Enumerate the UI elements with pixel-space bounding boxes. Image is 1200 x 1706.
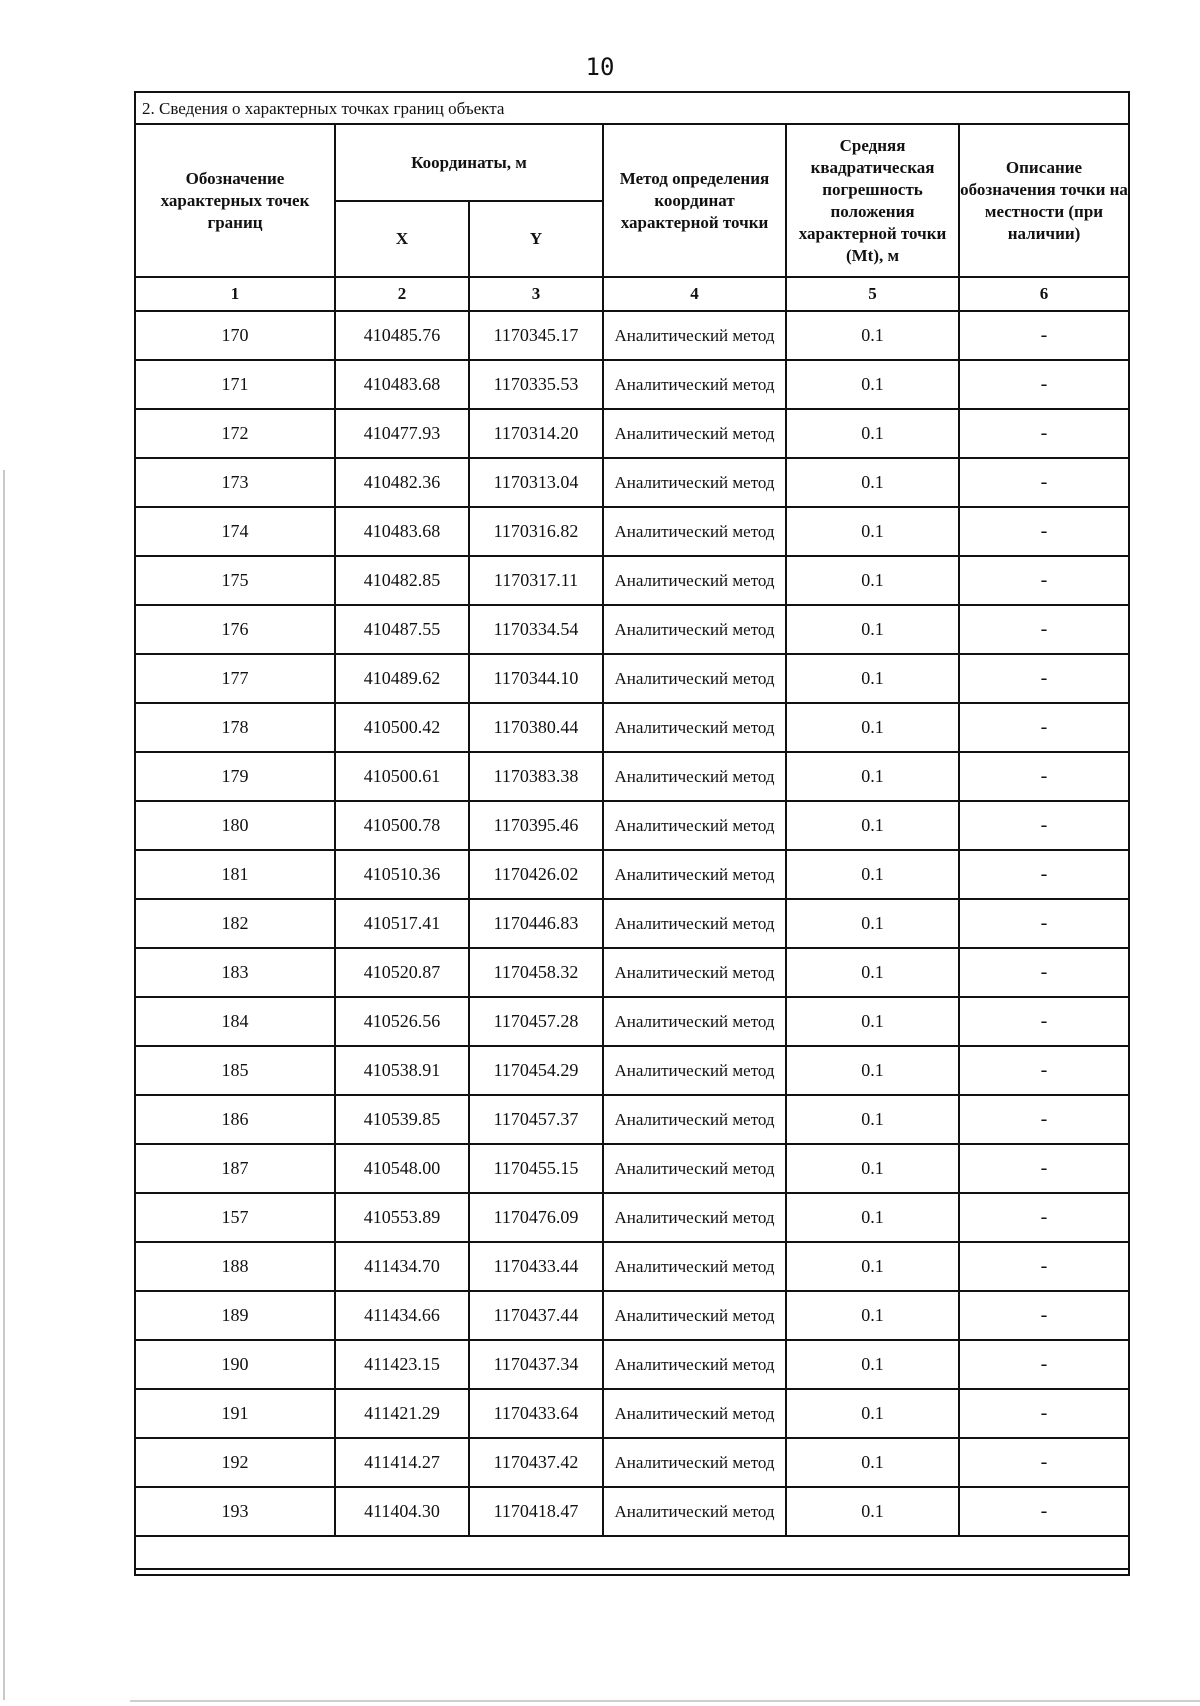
table-row [136, 654, 1128, 703]
error-cell: 0.1 [786, 1438, 959, 1487]
description-cell: - [959, 1193, 1128, 1242]
table-row [136, 1144, 1128, 1193]
x-coordinate-cell: 411404.30 [335, 1487, 469, 1536]
empty-cell [136, 1536, 1128, 1569]
method-cell: Аналитический метод [603, 997, 786, 1046]
method-cell: Аналитический метод [603, 360, 786, 409]
table-row [136, 850, 1128, 899]
y-coordinate-cell: 1170437.44 [469, 1291, 603, 1340]
x-coordinate-cell: 410482.85 [335, 556, 469, 605]
x-coordinate-cell: 410526.56 [335, 997, 469, 1046]
y-coordinate-cell: 1170418.47 [469, 1487, 603, 1536]
description-cell: - [959, 409, 1128, 458]
y-coordinate-cell: 1170437.42 [469, 1438, 603, 1487]
x-coordinate-cell: 410500.61 [335, 752, 469, 801]
header-x: X [335, 201, 469, 277]
y-coordinate-cell: 1170383.38 [469, 752, 603, 801]
column-number: 6 [959, 277, 1128, 311]
description-cell: - [959, 654, 1128, 703]
error-cell: 0.1 [786, 1046, 959, 1095]
error-cell: 0.1 [786, 899, 959, 948]
y-coordinate-cell: 1170458.32 [469, 948, 603, 997]
header-designation: Обозначение характерных точек границ [136, 125, 335, 277]
description-cell: - [959, 850, 1128, 899]
table-row [136, 1438, 1128, 1487]
table-row [136, 899, 1128, 948]
point-id-cell: 184 [136, 997, 335, 1046]
method-cell: Аналитический метод [603, 507, 786, 556]
table-row [136, 1487, 1128, 1536]
error-cell: 0.1 [786, 1340, 959, 1389]
method-cell: Аналитический метод [603, 1487, 786, 1536]
table-row [136, 311, 1128, 360]
point-id-cell: 189 [136, 1291, 335, 1340]
description-cell: - [959, 458, 1128, 507]
description-cell: - [959, 507, 1128, 556]
method-cell: Аналитический метод [603, 1242, 786, 1291]
table-row [136, 1242, 1128, 1291]
y-coordinate-cell: 1170476.09 [469, 1193, 603, 1242]
point-id-cell: 190 [136, 1340, 335, 1389]
method-cell: Аналитический метод [603, 1340, 786, 1389]
y-coordinate-cell: 1170455.15 [469, 1144, 603, 1193]
table-row [136, 1193, 1128, 1242]
point-id-cell: 182 [136, 899, 335, 948]
point-id-cell: 180 [136, 801, 335, 850]
y-coordinate-cell: 1170426.02 [469, 850, 603, 899]
method-cell: Аналитический метод [603, 899, 786, 948]
point-id-cell: 176 [136, 605, 335, 654]
description-cell: - [959, 556, 1128, 605]
x-coordinate-cell: 411414.27 [335, 1438, 469, 1487]
method-cell: Аналитический метод [603, 311, 786, 360]
table-row [136, 1095, 1128, 1144]
y-coordinate-cell: 1170314.20 [469, 409, 603, 458]
description-cell: - [959, 899, 1128, 948]
method-cell: Аналитический метод [603, 1291, 786, 1340]
table-row [136, 703, 1128, 752]
point-id-cell: 193 [136, 1487, 335, 1536]
x-coordinate-cell: 410483.68 [335, 507, 469, 556]
error-cell: 0.1 [786, 1291, 959, 1340]
error-cell: 0.1 [786, 850, 959, 899]
method-cell: Аналитический метод [603, 703, 786, 752]
description-cell: - [959, 1487, 1128, 1536]
table-row [136, 1046, 1128, 1095]
error-cell: 0.1 [786, 997, 959, 1046]
section-title: 2. Сведения о характерных точках границ объекта [136, 93, 1128, 125]
method-cell: Аналитический метод [603, 850, 786, 899]
method-cell: Аналитический метод [603, 1389, 786, 1438]
description-cell: - [959, 1242, 1128, 1291]
table-row [136, 752, 1128, 801]
point-id-cell: 179 [136, 752, 335, 801]
header-y: Y [469, 201, 603, 277]
point-id-cell: 185 [136, 1046, 335, 1095]
table-row [136, 605, 1128, 654]
table-row [136, 1389, 1128, 1438]
error-cell: 0.1 [786, 458, 959, 507]
x-coordinate-cell: 411434.66 [335, 1291, 469, 1340]
column-number: 2 [335, 277, 469, 311]
y-coordinate-cell: 1170313.04 [469, 458, 603, 507]
y-coordinate-cell: 1170454.29 [469, 1046, 603, 1095]
table-row [136, 801, 1128, 850]
x-coordinate-cell: 410483.68 [335, 360, 469, 409]
point-id-cell: 191 [136, 1389, 335, 1438]
table-row [136, 997, 1128, 1046]
method-cell: Аналитический метод [603, 801, 786, 850]
point-id-cell: 188 [136, 1242, 335, 1291]
method-cell: Аналитический метод [603, 556, 786, 605]
y-coordinate-cell: 1170437.34 [469, 1340, 603, 1389]
description-cell: - [959, 1438, 1128, 1487]
point-id-cell: 183 [136, 948, 335, 997]
x-coordinate-cell: 410538.91 [335, 1046, 469, 1095]
y-coordinate-cell: 1170457.37 [469, 1095, 603, 1144]
scan-left-edge [3, 470, 5, 1700]
point-id-cell: 178 [136, 703, 335, 752]
method-cell: Аналитический метод [603, 1046, 786, 1095]
description-cell: - [959, 1095, 1128, 1144]
error-cell: 0.1 [786, 752, 959, 801]
column-number: 5 [786, 277, 959, 311]
description-cell: - [959, 605, 1128, 654]
scan-bottom-edge [130, 1700, 1200, 1702]
y-coordinate-cell: 1170345.17 [469, 311, 603, 360]
point-id-cell: 175 [136, 556, 335, 605]
method-cell: Аналитический метод [603, 1144, 786, 1193]
y-coordinate-cell: 1170380.44 [469, 703, 603, 752]
method-cell: Аналитический метод [603, 1438, 786, 1487]
x-coordinate-cell: 410489.62 [335, 654, 469, 703]
point-id-cell: 170 [136, 311, 335, 360]
point-id-cell: 172 [136, 409, 335, 458]
column-number: 3 [469, 277, 603, 311]
column-number: 4 [603, 277, 786, 311]
description-cell: - [959, 752, 1128, 801]
x-coordinate-cell: 410520.87 [335, 948, 469, 997]
x-coordinate-cell: 410477.93 [335, 409, 469, 458]
table-body [136, 311, 1128, 1536]
y-coordinate-cell: 1170395.46 [469, 801, 603, 850]
description-cell: - [959, 1389, 1128, 1438]
description-cell: - [959, 311, 1128, 360]
x-coordinate-cell: 410539.85 [335, 1095, 469, 1144]
method-cell: Аналитический метод [603, 605, 786, 654]
x-coordinate-cell: 410500.42 [335, 703, 469, 752]
x-coordinate-cell: 410485.76 [335, 311, 469, 360]
x-coordinate-cell: 410482.36 [335, 458, 469, 507]
points-section [134, 91, 1130, 1576]
error-cell: 0.1 [786, 703, 959, 752]
method-cell: Аналитический метод [603, 458, 786, 507]
x-coordinate-cell: 410548.00 [335, 1144, 469, 1193]
table-row [136, 556, 1128, 605]
error-cell: 0.1 [786, 556, 959, 605]
method-cell: Аналитический метод [603, 948, 786, 997]
x-coordinate-cell: 410553.89 [335, 1193, 469, 1242]
error-cell: 0.1 [786, 311, 959, 360]
table-row [136, 458, 1128, 507]
header-description: Описание обозначения точки на местности (при наличии) [959, 125, 1128, 277]
description-cell: - [959, 1291, 1128, 1340]
header-coordinates: Координаты, м [335, 125, 603, 201]
header-error: Средняя квадратическая погрешность положения характерной точки (Mt), м [786, 125, 959, 277]
point-id-cell: 174 [136, 507, 335, 556]
description-cell: - [959, 1144, 1128, 1193]
error-cell: 0.1 [786, 1144, 959, 1193]
x-coordinate-cell: 410487.55 [335, 605, 469, 654]
point-id-cell: 186 [136, 1095, 335, 1144]
method-cell: Аналитический метод [603, 1095, 786, 1144]
y-coordinate-cell: 1170457.28 [469, 997, 603, 1046]
error-cell: 0.1 [786, 507, 959, 556]
table-row [136, 507, 1128, 556]
point-id-cell: 192 [136, 1438, 335, 1487]
error-cell: 0.1 [786, 1389, 959, 1438]
x-coordinate-cell: 410500.78 [335, 801, 469, 850]
boundary-points-table [136, 125, 1128, 1570]
x-coordinate-cell: 411421.29 [335, 1389, 469, 1438]
method-cell: Аналитический метод [603, 752, 786, 801]
page-number: 10 [585, 53, 615, 81]
error-cell: 0.1 [786, 654, 959, 703]
description-cell: - [959, 1046, 1128, 1095]
x-coordinate-cell: 411423.15 [335, 1340, 469, 1389]
y-coordinate-cell: 1170433.64 [469, 1389, 603, 1438]
error-cell: 0.1 [786, 605, 959, 654]
table-row [136, 1291, 1128, 1340]
error-cell: 0.1 [786, 948, 959, 997]
description-cell: - [959, 948, 1128, 997]
y-coordinate-cell: 1170344.10 [469, 654, 603, 703]
error-cell: 0.1 [786, 1193, 959, 1242]
method-cell: Аналитический метод [603, 1193, 786, 1242]
point-id-cell: 171 [136, 360, 335, 409]
point-id-cell: 173 [136, 458, 335, 507]
method-cell: Аналитический метод [603, 409, 786, 458]
error-cell: 0.1 [786, 1095, 959, 1144]
description-cell: - [959, 360, 1128, 409]
empty-footer-row [136, 1536, 1128, 1569]
y-coordinate-cell: 1170316.82 [469, 507, 603, 556]
error-cell: 0.1 [786, 409, 959, 458]
y-coordinate-cell: 1170334.54 [469, 605, 603, 654]
x-coordinate-cell: 410510.36 [335, 850, 469, 899]
point-id-cell: 181 [136, 850, 335, 899]
table-row [136, 409, 1128, 458]
y-coordinate-cell: 1170446.83 [469, 899, 603, 948]
method-cell: Аналитический метод [603, 654, 786, 703]
x-coordinate-cell: 410517.41 [335, 899, 469, 948]
error-cell: 0.1 [786, 801, 959, 850]
point-id-cell: 177 [136, 654, 335, 703]
header-method: Метод определения координат характерной точки [603, 125, 786, 277]
description-cell: - [959, 997, 1128, 1046]
error-cell: 0.1 [786, 360, 959, 409]
y-coordinate-cell: 1170433.44 [469, 1242, 603, 1291]
error-cell: 0.1 [786, 1487, 959, 1536]
y-coordinate-cell: 1170335.53 [469, 360, 603, 409]
description-cell: - [959, 703, 1128, 752]
table-row [136, 360, 1128, 409]
error-cell: 0.1 [786, 1242, 959, 1291]
x-coordinate-cell: 411434.70 [335, 1242, 469, 1291]
point-id-cell: 157 [136, 1193, 335, 1242]
table-row [136, 1340, 1128, 1389]
table-row [136, 948, 1128, 997]
description-cell: - [959, 1340, 1128, 1389]
column-number: 1 [136, 277, 335, 311]
y-coordinate-cell: 1170317.11 [469, 556, 603, 605]
description-cell: - [959, 801, 1128, 850]
point-id-cell: 187 [136, 1144, 335, 1193]
